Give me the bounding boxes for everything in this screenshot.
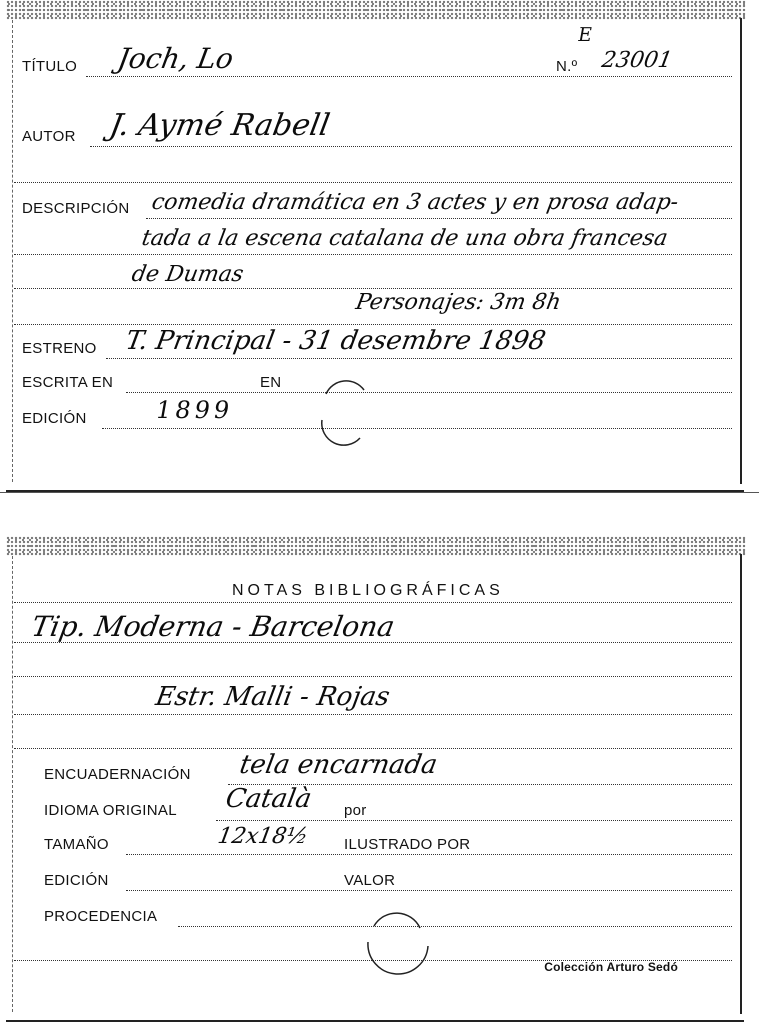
autor-value: J. Aymé Rabell xyxy=(106,108,333,143)
procedencia-label: PROCEDENCIA xyxy=(44,908,158,925)
rule-escrita xyxy=(126,392,732,393)
en-label: EN xyxy=(260,374,282,391)
rule-idioma xyxy=(216,820,732,821)
card-right-edge xyxy=(740,18,742,484)
encuadernacion-label: ENCUADERNACIÓN xyxy=(44,766,191,783)
note-line-1: Tip. Moderna - Barcelona xyxy=(29,610,398,643)
rule-autor xyxy=(90,146,732,147)
rule-note-4 xyxy=(14,748,732,749)
rule-procedencia xyxy=(178,926,732,927)
rule-descripcion-3 xyxy=(14,288,732,289)
rule-note-1 xyxy=(14,642,732,643)
estreno-label: ESTRENO xyxy=(22,340,97,357)
notes-title: NOTAS BIBLIOGRÁFICAS xyxy=(232,582,504,599)
punch-hole xyxy=(358,912,436,976)
rule-notes-title xyxy=(14,602,732,603)
rule-titulo xyxy=(86,76,732,77)
rule-note-3 xyxy=(14,714,732,715)
descripcion-label: DESCRIPCIÓN xyxy=(22,200,130,217)
ilustrado-label: ILUSTRADO POR xyxy=(344,836,471,853)
edicion-label: EDICIÓN xyxy=(22,410,87,427)
card-right-edge xyxy=(740,554,742,1014)
card-separator xyxy=(0,492,759,493)
torn-top-edge xyxy=(6,536,746,556)
rule-edicion-back xyxy=(126,890,732,891)
numero-value: 23001 xyxy=(599,48,675,73)
torn-top-edge xyxy=(6,0,746,20)
rule-edicion xyxy=(102,428,732,429)
note-line-2: Estr. Malli - Rojas xyxy=(153,682,393,712)
edicion-value: 1899 xyxy=(153,396,236,424)
escrita-label: ESCRITA EN xyxy=(22,374,114,391)
tamano-value: 12x18½ xyxy=(215,824,310,849)
card-bottom-edge xyxy=(6,1020,744,1022)
autor-label: AUTOR xyxy=(22,128,76,145)
rule-note-2 xyxy=(14,676,732,677)
rule-personajes xyxy=(14,324,732,325)
descripcion-line-1: comedia dramática en 3 actes y en prosa adap- xyxy=(149,190,681,215)
numero-label: N.º xyxy=(556,58,578,75)
rule-estreno xyxy=(106,358,732,359)
descripcion-line-2: tada a la escena catalana de una obra francesa xyxy=(139,226,670,251)
tamano-label: TAMAÑO xyxy=(44,836,109,853)
rule-blank-1 xyxy=(14,182,732,183)
rule-descripcion-1 xyxy=(146,218,732,219)
catalog-card-back xyxy=(6,536,746,1022)
titulo-label: TÍTULO xyxy=(22,58,78,75)
valor-label: VALOR xyxy=(344,872,396,889)
catalog-card-front xyxy=(6,0,746,492)
idioma-label: IDIOMA ORIGINAL xyxy=(44,802,177,819)
personajes-value: Personajes: 3m 8h xyxy=(353,290,563,315)
card-left-edge xyxy=(12,20,13,482)
estreno-value: T. Principal - 31 desembre 1898 xyxy=(123,326,548,356)
collection-credit: Colección Arturo Sedó xyxy=(544,960,678,974)
numero-prefix: E xyxy=(576,24,594,46)
card-left-edge xyxy=(12,556,13,1012)
edicion-label-back: EDICIÓN xyxy=(44,872,109,889)
punch-hole xyxy=(312,380,374,446)
encuadernacion-value: tela encarnada xyxy=(237,750,440,780)
descripcion-line-3: de Dumas xyxy=(129,262,246,287)
rule-descripcion-2 xyxy=(14,254,732,255)
titulo-value: Joch, Lo xyxy=(115,42,236,75)
rule-tamano xyxy=(126,854,732,855)
idioma-value: Català xyxy=(223,784,314,814)
por-label: por xyxy=(344,802,367,819)
